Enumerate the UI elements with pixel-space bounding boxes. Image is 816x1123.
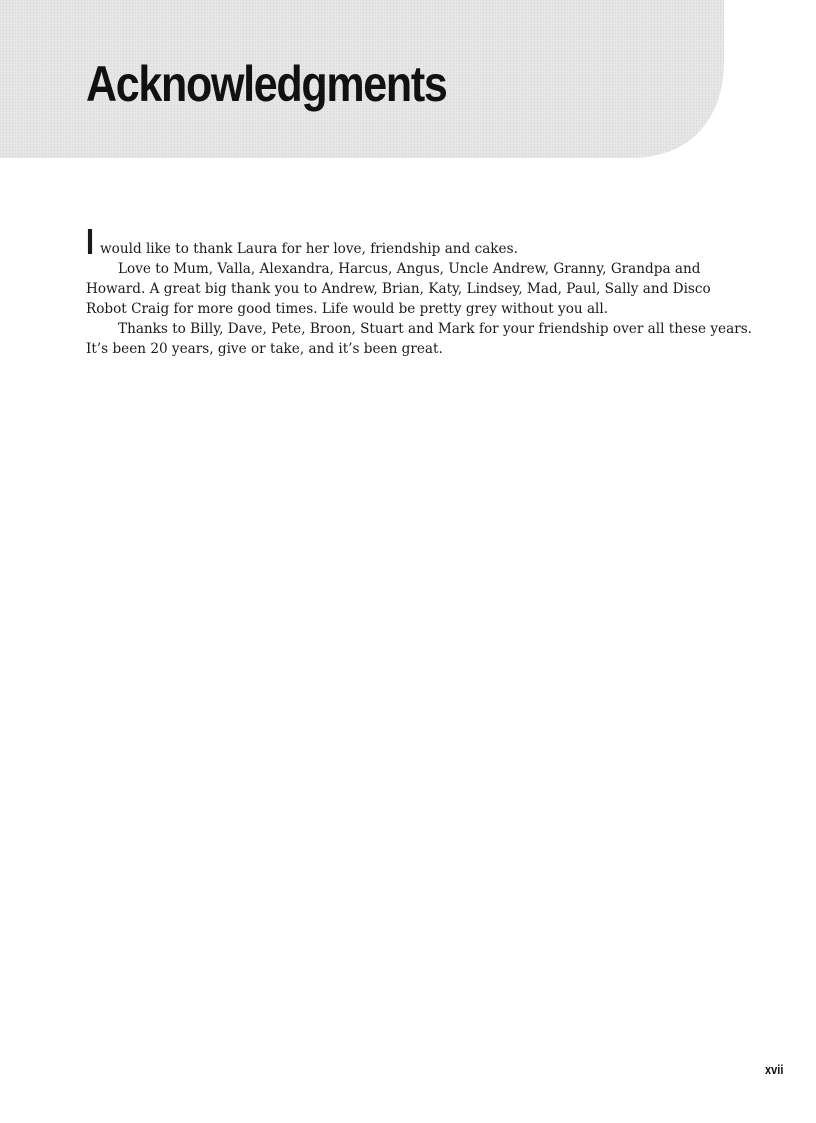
paragraph-2-line-2: Howard. A great big thank you to Andrew, Brian, Katy, Lindsey, Mad, Paul, Sally and Disco — [86, 281, 711, 297]
page-number: xvii — [765, 1062, 784, 1077]
paragraph-3-line-1: Thanks to Billy, Dave, Pete, Broon, Stuart and Mark for your friendship over all these years. — [118, 321, 752, 337]
paragraph-3-line-2: It’s been 20 years, give or take, and it’s been great. — [86, 341, 443, 357]
paragraph-1 — [86, 221, 734, 262]
page-title: Acknowledgments — [86, 56, 447, 112]
paragraph-2-line-3: Robot Craig for more good times. Life would be pretty grey without you all. — [86, 301, 609, 317]
paragraph-1-line-1: would like to thank Laura for her love, friendship and cakes. — [100, 241, 518, 257]
drop-cap: I — [86, 221, 95, 262]
acknowledgments-body — [86, 221, 752, 359]
paragraph-2-line-1: Love to Mum, Valla, Alexandra, Harcus, Angus, Uncle Andrew, Granny, Grandpa and — [118, 261, 701, 277]
